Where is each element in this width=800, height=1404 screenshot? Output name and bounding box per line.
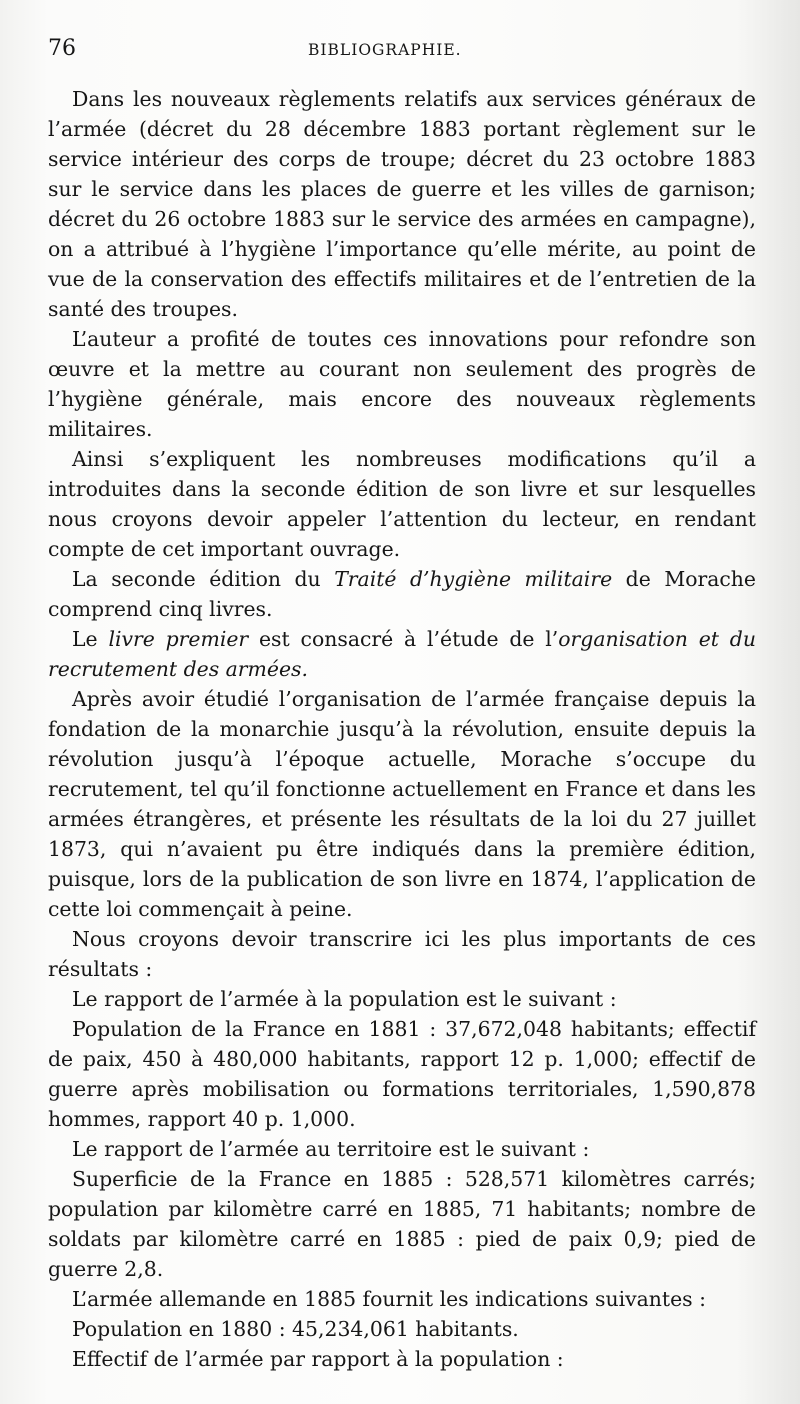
- paragraph: L’armée allemande en 1885 fournit les indications suivantes :: [72, 1287, 706, 1311]
- text-run: de Morache comprend cinq livres.: [48, 567, 756, 621]
- paragraph: [48, 624, 756, 684]
- paragraph: Effectif de l’armée par rapport à la population :: [72, 1347, 564, 1371]
- paragraph: Dans les nouveaux règlements relatifs aux services généraux de l’armée (décret du 28 décembre 1883 portant règlement sur le service intérieur des corps de troupe; décret du 23 octobre 1883 sur le service dans les places de guerre et les villes de garnison; décret du 26 octobre 1883 sur le service des armées en campagne), on a attribué à l’hygiène l’importance qu’elle mérite, au point de vue de la conservation des effectifs militaires et de l’entretien de la santé des troupes.: [48, 87, 756, 321]
- book-title: Traité d’hygiène militaire: [334, 567, 613, 591]
- text-run: La seconde édition du: [72, 567, 335, 591]
- paragraph: Population de la France en 1881 : 37,672,048 habitants; effectif de paix, 450 à 480,000 habitants, rapport 12 p. 1,000; effectif de guerre après mobilisation ou formations territoriales, 1,590,878 hommes, rapport 40 p. 1,000.: [48, 1017, 756, 1131]
- page-number: 76: [48, 36, 76, 61]
- paragraph: Superficie de la France en 1885 : 528,571 kilomètres carrés; population par kilomètre carré en 1885, 71 habitants; nombre de soldats par kilomètre carré en 1885 : pied de paix 0,9; pied de guerre 2,8.: [48, 1167, 756, 1281]
- paragraph: L’auteur a profité de toutes ces innovations pour refondre son œuvre et la mettre au courant non seulement des progrès de l’hygiène générale, mais encore des nouveaux règlements militaires.: [48, 327, 756, 441]
- paragraph: Le rapport de l’armée à la population est le suivant :: [72, 987, 617, 1011]
- paragraph: Ainsi s’expliquent les nombreuses modifications qu’il a introduites dans la seconde édition de son livre et sur lesquelles nous croyons devoir appeler l’attention du lecteur, en rendant compte de cet important ouvrage.: [48, 447, 756, 561]
- page-body: [48, 84, 756, 1374]
- emphasis: livre premier: [108, 627, 249, 651]
- page-header: [48, 36, 756, 76]
- text-run: est consacré à l’étude de l’: [248, 627, 559, 651]
- paragraph: Population en 1880 : 45,234,061 habitants.: [72, 1317, 519, 1341]
- paragraph: Le rapport de l’armée au territoire est le suivant :: [72, 1137, 590, 1161]
- running-head: BIBLIOGRAPHIE.: [308, 41, 462, 59]
- paragraph: Après avoir étudié l’organisation de l’armée française depuis la fondation de la monarchie jusqu’à la révolution, ensuite depuis la révolution jusqu’à l’époque actuelle, Morache s’occupe du recrutement, tel qu’il fonctionne actuellement en France et dans les armées étrangères, et présente les résultats de la loi du 27 juillet 1873, qui n’avaient pu être indiqués dans la première édition, puisque, lors de la publication de son livre en 1874, l’application de cette loi commençait à peine.: [48, 687, 756, 921]
- text-run: Le: [72, 627, 109, 651]
- emphasis: organisation et du recrutement des armées.: [48, 627, 756, 681]
- paragraph: [48, 564, 756, 624]
- paragraph: Nous croyons devoir transcrire ici les plus importants de ces résultats :: [48, 927, 756, 981]
